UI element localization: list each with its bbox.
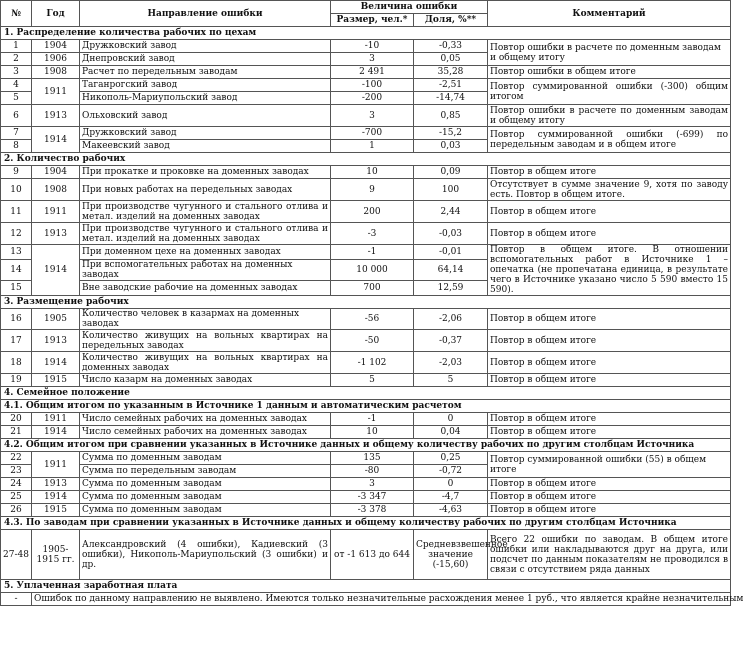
row-year: 1906 xyxy=(32,53,80,66)
table-row xyxy=(1,127,731,140)
row-direction: Количество живущих на вольных квартирах на передельных заводах xyxy=(80,330,331,352)
row-number: 6 xyxy=(1,105,32,127)
row-size: 2 491 xyxy=(331,66,414,79)
row-size: 700 xyxy=(331,281,414,296)
section-title: 4.3. По заводам при сравнении указанных в Источнике данных и общему количеству рабочих по другим столбцам Источника xyxy=(1,517,731,530)
row-share: 2,44 xyxy=(414,201,488,223)
row-comment: Повтор в общем итоге xyxy=(488,201,731,223)
row-year: 1915 xyxy=(32,504,80,517)
row-direction: При прокатке и проковке на доменных заводах xyxy=(80,166,331,179)
row-size: 3 xyxy=(331,105,414,127)
row-direction: Число казарм на доменных заводах xyxy=(80,374,331,387)
row-direction: Количество живущих на вольных квартирах на доменных заводах xyxy=(80,352,331,374)
row-size: -100 xyxy=(331,79,414,92)
row-year: 1908 xyxy=(32,179,80,201)
table-row xyxy=(1,413,731,426)
row-comment: Повтор в общем итоге xyxy=(488,223,731,245)
row-number: 15 xyxy=(1,281,32,296)
row-share: 0,03 xyxy=(414,140,488,153)
row-number: 23 xyxy=(1,465,32,478)
row-year: 1914 xyxy=(32,352,80,374)
section-title: 4.2. Общим итогом при сравнении указанных в Источнике данных и общему количеству рабочих по другим столбцам Источника xyxy=(1,439,731,452)
row-comment: Повтор ошибки в общем итоге xyxy=(488,66,731,79)
row-comment: Повтор в общем итоге xyxy=(488,309,731,330)
row-number: 27-48 xyxy=(1,530,32,580)
row-year: 1904 xyxy=(32,166,80,179)
row-direction: Дружковский завод xyxy=(80,127,331,140)
row-comment: Повтор в общем итоге. В отношении вспомогательных работ в Источнике 1 – опечатка (не пропечатана единица, в результате чего в Источнике указано число 5 590 вместо 15 590). xyxy=(488,245,731,296)
row-number: 17 xyxy=(1,330,32,352)
row-size: 1 xyxy=(331,140,414,153)
section-title: 2. Количество рабочих xyxy=(1,153,731,166)
row-size: -80 xyxy=(331,465,414,478)
col-year-header: Год xyxy=(32,1,80,27)
row-share: -0,03 xyxy=(414,223,488,245)
row-comment: Всего 22 ошибки по заводам. В общем итоге ошибки или накладываются друг на друга, или подсчет по данным показателям не проводился в связи с отсутствием ряда данных xyxy=(488,530,731,580)
row-share: -15,2 xyxy=(414,127,488,140)
row-comment: Повтор в общем итоге xyxy=(488,426,731,439)
row-direction: Сумма по доменным заводам xyxy=(80,478,331,491)
row-share: -0,01 xyxy=(414,245,488,260)
table-row xyxy=(1,66,731,79)
row-number: 9 xyxy=(1,166,32,179)
row-number: 26 xyxy=(1,504,32,517)
row-direction: При новых работах на передельных заводах xyxy=(80,179,331,201)
table-row xyxy=(1,452,731,465)
row-comment: Повтор в общем итоге xyxy=(488,413,731,426)
row-size: 10 000 xyxy=(331,260,414,281)
row-size: -3 347 xyxy=(331,491,414,504)
row-year: 1913 xyxy=(32,105,80,127)
row-direction: Таганрогский завод xyxy=(80,79,331,92)
row-share: 0,04 xyxy=(414,426,488,439)
row-share: 12,59 xyxy=(414,281,488,296)
row-comment: Повтор суммированной ошибки (55) в общем итоге xyxy=(488,452,731,478)
row-comment: Повтор в общем итоге xyxy=(488,352,731,374)
row-share: -0,37 xyxy=(414,330,488,352)
row-number: - xyxy=(1,593,32,606)
table-row xyxy=(1,426,731,439)
table-row xyxy=(1,223,731,245)
row-direction: При производстве чугунного и стального отлива и метал. изделий на доменных заводах xyxy=(80,201,331,223)
row-direction: Сумма по доменным заводам xyxy=(80,504,331,517)
table-row xyxy=(1,374,731,387)
row-direction: При производстве чугунного и стального отлива и метал. изделий на доменных заводах xyxy=(80,223,331,245)
row-size: -10 xyxy=(331,40,414,53)
table-row xyxy=(1,79,731,92)
row-comment: Повтор суммированной ошибки (-699) по передельным заводам и в общем итоге xyxy=(488,127,731,153)
row-direction: Сумма по передельным заводам xyxy=(80,465,331,478)
row-share: 0,85 xyxy=(414,105,488,127)
row-direction: При доменном цехе на доменных заводах xyxy=(80,245,331,260)
row-size: -700 xyxy=(331,127,414,140)
row-share: -0,33 xyxy=(414,40,488,53)
table-row xyxy=(1,166,731,179)
row-share: 0,25 xyxy=(414,452,488,465)
row-share: -4,63 xyxy=(414,504,488,517)
col-comment-header: Комментарий xyxy=(488,1,731,27)
row-size: -1 xyxy=(331,413,414,426)
row-share: 64,14 xyxy=(414,260,488,281)
table-row xyxy=(1,201,731,223)
table-row xyxy=(1,309,731,330)
row-comment: Отсутствует в сумме значение 9, хотя по заводу есть. Повтор в общем итоге. xyxy=(488,179,731,201)
row-size: 200 xyxy=(331,201,414,223)
row-year: 1913 xyxy=(32,478,80,491)
row-share: -2,03 xyxy=(414,352,488,374)
row-year: 1908 xyxy=(32,66,80,79)
row-number: 21 xyxy=(1,426,32,439)
row-size: -3 xyxy=(331,223,414,245)
row-share: -2,06 xyxy=(414,309,488,330)
row-share: -14,74 xyxy=(414,92,488,105)
row-comment: Повтор в общем итоге xyxy=(488,330,731,352)
table-row xyxy=(1,105,731,127)
row-year: 1914 xyxy=(32,245,80,296)
row-number: 13 xyxy=(1,245,32,260)
row-number: 12 xyxy=(1,223,32,245)
row-size: 3 xyxy=(331,478,414,491)
section-title: 1. Распределение количества рабочих по цехам xyxy=(1,27,731,40)
row-year: 1914 xyxy=(32,426,80,439)
row-share: -2,51 xyxy=(414,79,488,92)
row-size: -1 xyxy=(331,245,414,260)
row-size: 3 xyxy=(331,53,414,66)
row-year: 1911 xyxy=(32,452,80,478)
col-share-header: Доля, %** xyxy=(414,14,488,27)
row-year: 1904 xyxy=(32,40,80,53)
row-size: -1 102 xyxy=(331,352,414,374)
row-number: 1 xyxy=(1,40,32,53)
row-direction: При вспомогательных работах на доменных заводах xyxy=(80,260,331,281)
row-share: 0 xyxy=(414,478,488,491)
row-number: 24 xyxy=(1,478,32,491)
row-number: 10 xyxy=(1,179,32,201)
row-direction: Количество человек в казармах на доменных заводах xyxy=(80,309,331,330)
row-year: 1911 xyxy=(32,79,80,105)
row-share: 0,09 xyxy=(414,166,488,179)
row-direction: Никополь-Мариупольский завод xyxy=(80,92,331,105)
table-row xyxy=(1,530,731,580)
row-size: от -1 613 до 644 xyxy=(331,530,414,580)
row-comment: Повтор ошибки в расчете по доменным заводам и общему итогу xyxy=(488,40,731,66)
col-num-header: № xyxy=(1,1,32,27)
row-share: 35,28 xyxy=(414,66,488,79)
row-direction: Число семейных рабочих на доменных заводах xyxy=(80,426,331,439)
row-share: 100 xyxy=(414,179,488,201)
row-comment: Повтор ошибки в расчете по доменным заводам и общему итогу xyxy=(488,105,731,127)
row-direction: Дружковский завод xyxy=(80,40,331,53)
row-size: 10 xyxy=(331,426,414,439)
row-direction: Сумма по доменным заводам xyxy=(80,491,331,504)
row-number: 2 xyxy=(1,53,32,66)
table-row xyxy=(1,40,731,53)
row-year: 1915 xyxy=(32,374,80,387)
row-year: 1905-1915 гг. xyxy=(32,530,80,580)
row-size: -56 xyxy=(331,309,414,330)
row-size: -200 xyxy=(331,92,414,105)
row-comment: Повтор суммированной ошибки (-300) общим итогом xyxy=(488,79,731,105)
row-year: 1911 xyxy=(32,413,80,426)
row-direction: Макеевский завод xyxy=(80,140,331,153)
row-share: 5 xyxy=(414,374,488,387)
col-direction-header: Направление ошибки xyxy=(80,1,331,27)
table-row xyxy=(1,352,731,374)
row-size: -50 xyxy=(331,330,414,352)
row-direction: Днепровский завод xyxy=(80,53,331,66)
row-size: 9 xyxy=(331,179,414,201)
row-year: 1913 xyxy=(32,223,80,245)
table-row xyxy=(1,593,731,606)
col-size-header: Размер, чел.* xyxy=(331,14,414,27)
row-share: Средневзвешенное значение (-15,60) xyxy=(414,530,488,580)
row-comment: Повтор в общем итоге xyxy=(488,374,731,387)
row-year: 1911 xyxy=(32,201,80,223)
row-direction: Вне заводские рабочие на доменных заводах xyxy=(80,281,331,296)
row-comment: Повтор в общем итоге xyxy=(488,491,731,504)
row-direction: Расчет по передельным заводам xyxy=(80,66,331,79)
section-title: 5. Уплаченная заработная плата xyxy=(1,580,731,593)
row-direction: Сумма по доменным заводам xyxy=(80,452,331,465)
row-year: 1914 xyxy=(32,491,80,504)
row-share: 0 xyxy=(414,413,488,426)
row-note: Ошибок по данному направлению не выявлено. Имеются только незначительные расхождения менее 1 руб., что является крайне незначительным xyxy=(32,593,731,606)
row-size: 135 xyxy=(331,452,414,465)
section-title: 3. Размещение рабочих xyxy=(1,296,731,309)
row-size: -3 378 xyxy=(331,504,414,517)
row-number: 22 xyxy=(1,452,32,465)
row-number: 14 xyxy=(1,260,32,281)
table-row xyxy=(1,491,731,504)
row-year: 1914 xyxy=(32,127,80,153)
table-row xyxy=(1,478,731,491)
row-number: 25 xyxy=(1,491,32,504)
row-comment: Повтор в общем итоге xyxy=(488,478,731,491)
row-share: -4,7 xyxy=(414,491,488,504)
section-title: 4. Семейное положение xyxy=(1,387,731,400)
row-comment: Повтор в общем итоге xyxy=(488,504,731,517)
row-share: -0,72 xyxy=(414,465,488,478)
row-comment: Повтор в общем итоге xyxy=(488,166,731,179)
row-year: 1905 xyxy=(32,309,80,330)
row-direction: Число семейных рабочих на доменных заводах xyxy=(80,413,331,426)
table-row xyxy=(1,330,731,352)
table-row xyxy=(1,504,731,517)
row-number: 19 xyxy=(1,374,32,387)
row-number: 7 xyxy=(1,127,32,140)
row-number: 16 xyxy=(1,309,32,330)
row-share: 0,05 xyxy=(414,53,488,66)
row-direction: Александровский (4 ошибки), Кадиевский (3 ошибки), Никополь-Мариупольский (3 ошибки) и др. xyxy=(80,530,331,580)
row-size: 5 xyxy=(331,374,414,387)
row-number: 5 xyxy=(1,92,32,105)
row-number: 4 xyxy=(1,79,32,92)
table-row xyxy=(1,245,731,260)
row-number: 18 xyxy=(1,352,32,374)
row-direction: Ольховский завод xyxy=(80,105,331,127)
row-number: 11 xyxy=(1,201,32,223)
table-row xyxy=(1,179,731,201)
row-number: 8 xyxy=(1,140,32,153)
row-year: 1913 xyxy=(32,330,80,352)
row-number: 3 xyxy=(1,66,32,79)
row-number: 20 xyxy=(1,413,32,426)
col-magnitude-header: Величина ошибки xyxy=(331,1,488,14)
section-title: 4.1. Общим итогом по указанным в Источнике 1 данным и автоматическим расчетом xyxy=(1,400,731,413)
row-size: 10 xyxy=(331,166,414,179)
